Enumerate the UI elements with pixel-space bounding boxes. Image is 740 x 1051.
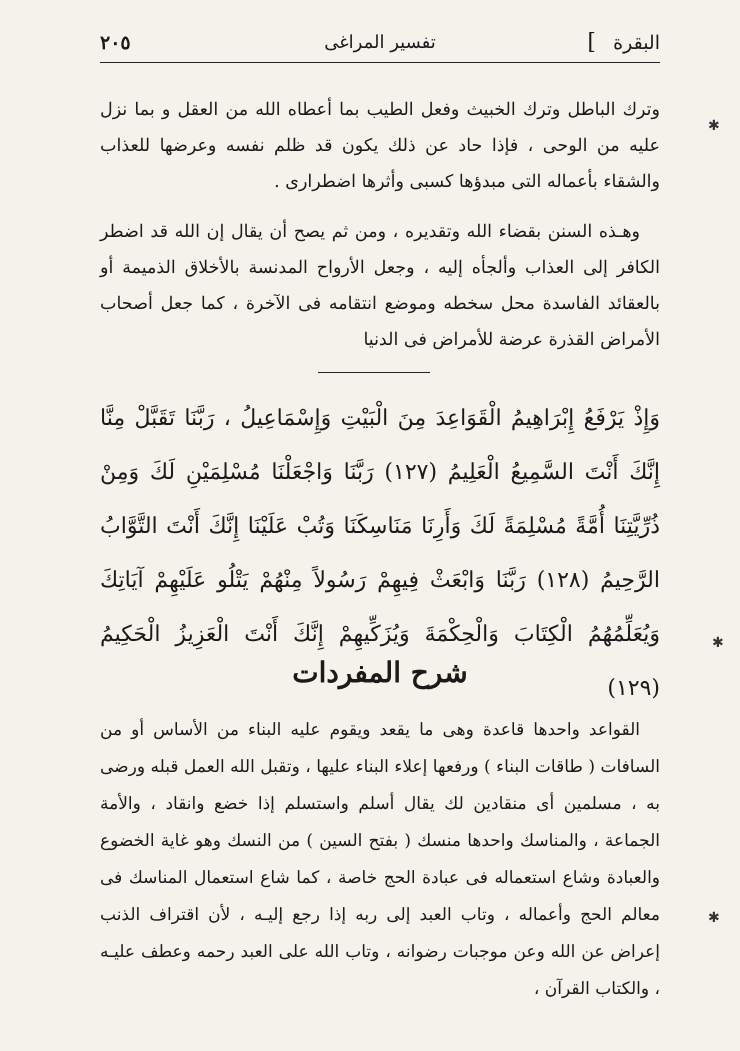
commentary-paragraph-2: وهـذه السنن بقضاء الله وتقديره ، ومن ثم يصح أن يقال إن الله قد اضطر الكافر إلى العذاب وألجأه إليه ، وجعل الأرواح المدنسة بالأخلاق الذميمة أو بالعقائد الفاسدة محل سخطه وموضع انتقامه فى الآخرة ، كما جعل أصحاب الأمراض القذرة عرضة للأمراض فى الدنيا bbox=[100, 222, 660, 350]
page-number: ٢٠٥ bbox=[100, 32, 131, 54]
scan-speck: ✱ bbox=[712, 635, 724, 651]
section-separator bbox=[318, 372, 430, 373]
scan-speck: ✱ bbox=[708, 910, 720, 926]
page-header bbox=[100, 28, 660, 62]
book-title: تفسير المراغى bbox=[324, 32, 436, 53]
quran-verses: وَإِذْ يَرْفَعُ إِبْرَاهِيمُ الْقَوَاعِدَ مِنَ الْبَيْتِ وَإِسْمَاعِيلُ ، رَبَّنَا تَقَبَّلْ مِنَّا إِنَّكَ أَنْتَ السَّمِيعُ الْعَلِيمُ (١٢٧) رَبَّنَا وَاجْعَلْنَا مُسْلِمَيْنِ لَكَ وَمِنْ ذُرِّيَّتِنَا أُمَّةً مُسْلِمَةً لَكَ وَأَرِنَا مَنَاسِكَنَا وَتُبْ عَلَيْنَا إِنَّكَ أَنْتَ التَّوَّابُ الرَّحِيمُ (١٢٨) رَبَّنَا وَابْعَثْ فِيهِمْ رَسُولاً مِنْهُمْ يَتْلُو عَلَيْهِمْ آيَاتِكَ وَيُعَلِّمُهُمُ الْكِتَابَ وَالْحِكْمَةَ وَيُزَكِّيهِمْ إِنَّكَ أَنْتَ الْعَزِيزُ الْحَكِيمُ (١٢٩) bbox=[100, 406, 660, 701]
header-bracket: ] bbox=[587, 30, 596, 55]
scan-speck: ✱ bbox=[708, 118, 720, 134]
vocabulary-paragraph: القواعد واحدها قاعدة وهى ما يقعد ويقوم عليه البناء من الأساس أو من السافات ( طاقات البناء ) ورفعها إعلاء البناء عليها ، وتقبل الله العمل قبله ورضى به ، مسلمين أى منقادين لك يقال أسلم واستسلم إذا خضع وانقاد ، والأمة الجماعة ، والمناسك واحدها منسك ( بفتح السين ) من النسك وهو غاية الخضوع والعبادة وشاع استعماله فى عبادة الحج خاصة ، كما شاع استعمال المناسك فى معالم الحج وأعماله ، وتاب العبد إلى ربه إذا رجع إليـه ، لأن اقتراف الذنب إعراض عن الله وعن موجبات رضوانه ، وتاب الله على العبد رحمه وعطف عليـه ، والكتاب القرآن ، bbox=[100, 720, 660, 999]
surah-name: البقرة bbox=[613, 32, 660, 54]
commentary-paragraph-1: وترك الباطل وترك الخبيث وفعل الطيب بما أعطاه الله من العقل و بما نزل عليه من الوحى ، فإذا حاد عن ذلك يكون قد ظلم نفسه وعرضها للعذاب والشقاء بأعماله التى مبدؤها كسبى وأثرها اضطرارى . bbox=[100, 100, 660, 192]
section-heading: شرح المفردات bbox=[292, 656, 468, 689]
header-rule bbox=[100, 62, 660, 63]
